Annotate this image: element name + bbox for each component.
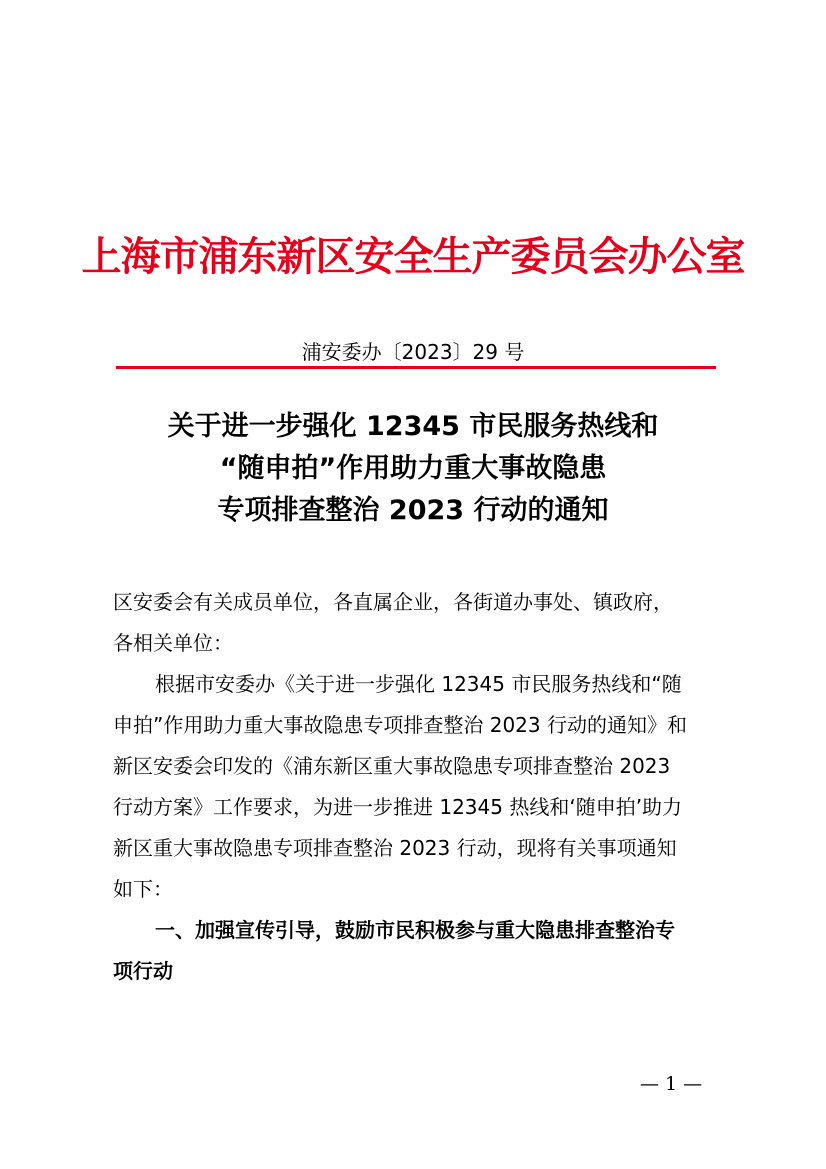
addressee-line-1: 区安委会有关成员单位，各直属企业，各街道办事处、镇政府， xyxy=(113,590,673,614)
body-paragraph-line: 新区安委会印发的《浦东新区重大事故隐患专项排查整治 2023 xyxy=(113,754,671,778)
page-number: — 1 — xyxy=(640,1073,703,1095)
body-paragraph-line: 如下： xyxy=(113,877,173,901)
notice-title-line-3: 专项排查整治 2023 行动的通知 xyxy=(217,495,609,526)
red-separator-line xyxy=(116,366,716,369)
section-heading-line: 一、加强宣传引导，鼓励市民积极参与重大隐患排查整治专 xyxy=(155,918,675,942)
body-paragraph-line: 申拍”作用助力重大事故隐患专项排查整治 2023 行动的通知》和 xyxy=(113,713,687,737)
body-paragraph-line: 根据市安委办《关于进一步强化 12345 市民服务热线和“随 xyxy=(155,672,682,696)
section-heading-line: 项行动 xyxy=(113,959,173,983)
notice-title-line-1: 关于进一步强化 12345 市民服务热线和 xyxy=(167,411,659,442)
body-paragraph-line: 新区重大事故隐患专项排查整治 2023 行动，现将有关事项通知 xyxy=(113,836,677,860)
addressee-line-2: 各相关单位： xyxy=(113,631,233,655)
document-number: 浦安委办〔2023〕29 号 xyxy=(301,340,525,364)
issuing-organization-title: 上海市浦东新区安全生产委员会办公室 xyxy=(81,233,745,280)
notice-title-line-2: “随申拍”作用助力重大事故隐患 xyxy=(219,453,607,484)
notice-title xyxy=(0,406,826,532)
body-paragraph-line: 行动方案》工作要求，为进一步推进 12345 热线和‘随申拍’助力 xyxy=(113,795,683,819)
notice-body xyxy=(113,582,733,992)
